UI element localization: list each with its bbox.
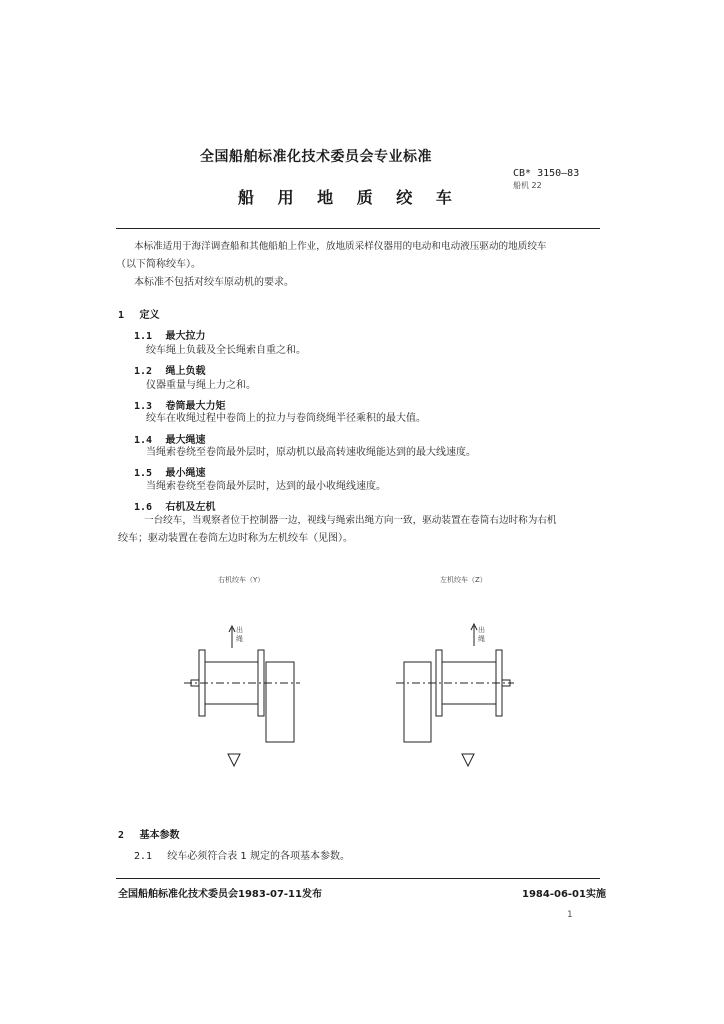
observer-triangle xyxy=(462,754,474,766)
intro-line-1: 本标准适用于海洋调查船和其他船舶上作业，放地质采样仪器用的电动和电动液压驱动的地质绞车 xyxy=(134,241,547,252)
right-rope-label: 出绳 xyxy=(478,626,485,643)
item-number: 1.5 xyxy=(134,468,153,479)
item-number: 2.1 xyxy=(134,851,153,862)
item-number: 1.1 xyxy=(134,331,153,342)
item-term: 右机及左机 xyxy=(165,502,216,513)
footer-rule xyxy=(116,878,600,879)
item-1-3-desc: 绞车在收绳过程中卷筒上的拉力与卷筒绕绳半径乘积的最大值。 xyxy=(146,413,426,424)
item-term: 绳上负载 xyxy=(165,366,206,377)
intro-line-3: 本标准不包括对绞车原动机的要求。 xyxy=(134,277,294,288)
item-1-6-line-2: 绞车；驱动装置在卷筒左边时称为左机绞车（见图）。 xyxy=(118,533,353,544)
drive-unit xyxy=(404,662,431,742)
section-1-title: 定义 xyxy=(139,310,160,321)
issue-date: 全国船舶标准化技术委员会1983-07-11发布 xyxy=(118,889,322,900)
item-number: 1.6 xyxy=(134,502,153,513)
section-1-number: 1 xyxy=(118,310,125,321)
item-2-1 xyxy=(134,850,350,864)
item-1-2-desc: 仪器重量与绳上力之和。 xyxy=(146,380,256,391)
figure-left-caption: 右机绞车（Y） xyxy=(218,576,265,584)
item-number: 1.4 xyxy=(134,435,153,446)
header-organization: 全国船舶标准化技术委员会专业标准 xyxy=(200,149,432,165)
left-hand-winch-diagram xyxy=(396,624,514,766)
standard-code: CB* 3150—83 xyxy=(513,168,580,179)
section-2-number: 2 xyxy=(118,830,125,841)
page-number: 1 xyxy=(567,910,573,920)
item-1-5-desc: 当绳索卷绕至卷筒最外层时，达到的最小收绳线速度。 xyxy=(146,481,386,492)
item-term: 最大绳速 xyxy=(165,435,206,446)
section-2-title: 基本参数 xyxy=(139,830,180,841)
right-hand-winch-diagram xyxy=(184,626,300,766)
intro-line-2: （以下简称绞车）。 xyxy=(116,259,201,270)
item-term: 卷筒最大力矩 xyxy=(165,401,226,412)
item-number: 1.2 xyxy=(134,366,153,377)
item-text: 绞车必须符合表 1 规定的各项基本参数。 xyxy=(167,851,350,862)
item-1-1-desc: 绞车绳上负载及全长绳索自重之和。 xyxy=(146,345,306,356)
item-number: 1.3 xyxy=(134,401,153,412)
document-title: 船 用 地 质 绞 车 xyxy=(238,188,461,207)
drive-unit xyxy=(266,662,294,742)
item-term: 最大拉力 xyxy=(165,331,206,342)
section-2-heading xyxy=(118,826,180,841)
item-term: 最小绳速 xyxy=(165,468,206,479)
observer-triangle xyxy=(228,754,240,766)
figure-right-caption: 左机绞车（Z） xyxy=(440,576,487,584)
item-1-4-desc: 当绳索卷绕至卷筒最外层时，原动机以最高转速收绳能达到的最大线速度。 xyxy=(146,447,476,458)
effective-date: 1984-06-01实施 xyxy=(522,889,606,900)
standard-category: 船机 22 xyxy=(513,181,542,190)
left-rope-label: 出绳 xyxy=(236,626,243,643)
item-1-6-line-1: 一台绞车，当观察者位于控制器一边，视线与绳索出绳方向一致，驱动装置在卷筒右边时称为右机 xyxy=(144,515,557,526)
